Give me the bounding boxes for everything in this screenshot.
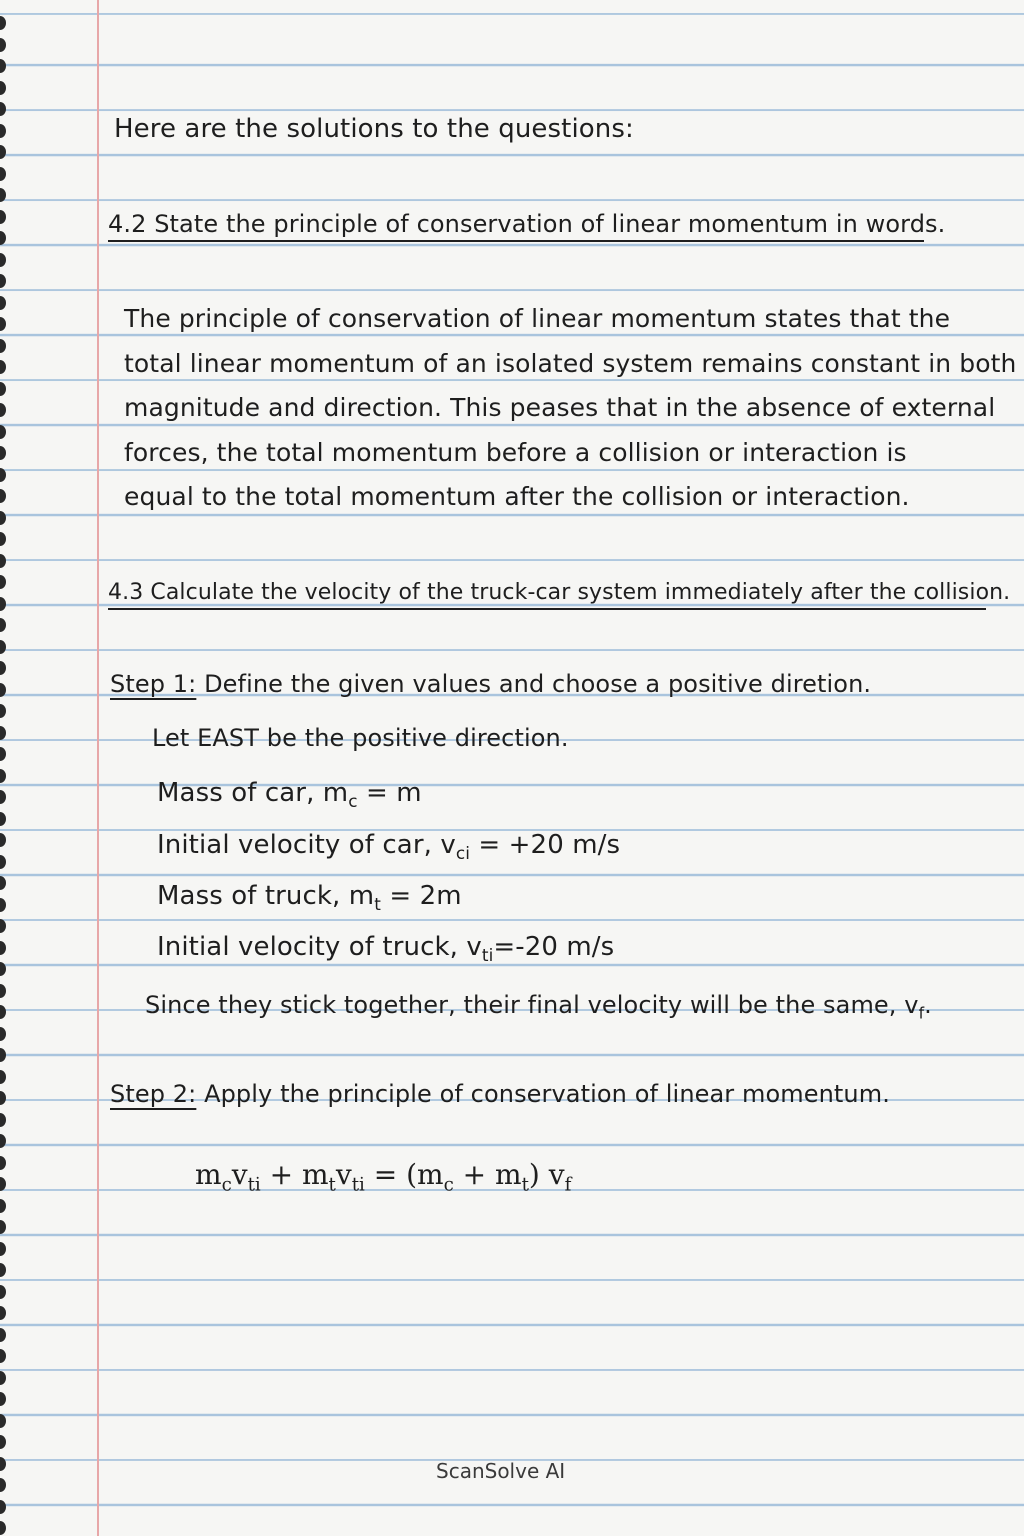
binding-hole	[0, 769, 6, 783]
binding-hole	[0, 1392, 6, 1406]
step-2-label: Step 2:	[110, 1080, 197, 1108]
binding-hole	[0, 188, 6, 202]
binding-hole	[0, 876, 6, 890]
binding-hole	[0, 833, 6, 847]
binding-hole	[0, 38, 6, 52]
momentum-equation: $m_cv_{ti} + m_tv_{ti} = (m_c + m_t)$ $v_f$	[195, 1158, 572, 1196]
binding-hole	[0, 1263, 6, 1277]
binding-hole	[0, 425, 6, 439]
binding-hole	[0, 231, 6, 245]
answer-line: total linear momentum of an isolated system remains constant in both	[124, 349, 1017, 378]
binding-hole	[0, 554, 6, 568]
step-1-text: Define the given values and choose a positive diretion.	[204, 670, 872, 698]
step-1-line	[110, 670, 871, 698]
binding-hole	[0, 382, 6, 396]
spiral-binding	[0, 0, 12, 1536]
binding-hole	[0, 1113, 6, 1127]
mass-of-car: Mass of car, $m_c = m$	[157, 778, 422, 811]
binding-hole	[0, 1521, 6, 1535]
binding-hole	[0, 597, 6, 611]
binding-hole	[0, 274, 6, 288]
initial-velocity-of-car: Initial velocity of car, $v_{ci} = +20$ m/s	[157, 830, 621, 863]
initial-velocity-of-truck: Initial velocity of truck, $v_{ti}=-20$ m/s	[157, 932, 615, 965]
binding-hole	[0, 1199, 6, 1213]
footer-brand: ScanSolve AI	[436, 1459, 566, 1483]
binding-hole	[0, 1242, 6, 1256]
binding-hole	[0, 145, 6, 159]
binding-hole	[0, 1220, 6, 1234]
binding-hole	[0, 640, 6, 654]
binding-hole	[0, 468, 6, 482]
binding-hole	[0, 1371, 6, 1385]
mass-of-truck: Mass of truck, $m_t = 2m$	[157, 881, 462, 914]
binding-hole	[0, 1156, 6, 1170]
binding-hole	[0, 962, 6, 976]
binding-hole	[0, 1457, 6, 1471]
binding-hole	[0, 704, 6, 718]
binding-hole	[0, 1027, 6, 1041]
binding-hole	[0, 296, 6, 310]
binding-hole	[0, 1306, 6, 1320]
binding-hole	[0, 339, 6, 353]
question-4-3-title: 4.3 Calculate the velocity of the truck-car system immediately after the collision.	[108, 580, 1011, 605]
binding-hole	[0, 726, 6, 740]
binding-hole	[0, 1134, 6, 1148]
binding-hole	[0, 317, 6, 331]
binding-hole	[0, 1048, 6, 1062]
answer-line: magnitude and direction. This peases that in the absence of external	[124, 393, 996, 422]
binding-hole	[0, 1070, 6, 1084]
binding-hole	[0, 919, 6, 933]
binding-hole	[0, 489, 6, 503]
final-velocity-note: Since they stick together, their final velocity will be the same, $v_f$.	[145, 991, 932, 1023]
binding-hole	[0, 102, 6, 116]
binding-hole	[0, 1091, 6, 1105]
binding-hole	[0, 1177, 6, 1191]
binding-hole	[0, 984, 6, 998]
binding-hole	[0, 403, 6, 417]
binding-hole	[0, 1500, 6, 1514]
binding-hole	[0, 532, 6, 546]
binding-hole	[0, 1285, 6, 1299]
step-2-line	[110, 1080, 890, 1108]
binding-hole	[0, 360, 6, 374]
binding-hole	[0, 16, 6, 30]
question-4-2-title: 4.2 State the principle of conservation of linear momentum in words.	[108, 210, 946, 238]
binding-hole	[0, 1005, 6, 1019]
step-1-label: Step 1:	[110, 670, 197, 698]
binding-hole	[0, 1435, 6, 1449]
binding-hole	[0, 446, 6, 460]
margin-line	[97, 0, 99, 1536]
answer-line: forces, the total momentum before a collision or interaction is	[124, 438, 907, 467]
binding-hole	[0, 575, 6, 589]
binding-hole	[0, 683, 6, 697]
binding-hole	[0, 59, 6, 73]
question-4-3-underline	[108, 608, 986, 610]
binding-hole	[0, 941, 6, 955]
binding-hole	[0, 167, 6, 181]
binding-hole	[0, 812, 6, 826]
binding-hole	[0, 747, 6, 761]
binding-hole	[0, 1328, 6, 1342]
intro-text: Here are the solutions to the questions:	[114, 114, 634, 144]
binding-hole	[0, 855, 6, 869]
binding-hole	[0, 661, 6, 675]
binding-hole	[0, 1349, 6, 1363]
answer-line: equal to the total momentum after the collision or interaction.	[124, 482, 910, 511]
binding-hole	[0, 790, 6, 804]
step-2-text: Apply the principle of conservation of linear momentum.	[204, 1080, 890, 1108]
binding-hole	[0, 124, 6, 138]
question-4-2-underline	[108, 240, 924, 242]
binding-hole	[0, 81, 6, 95]
positive-direction: Let EAST be the positive direction.	[152, 724, 569, 752]
binding-hole	[0, 511, 6, 525]
binding-hole	[0, 253, 6, 267]
binding-hole	[0, 1414, 6, 1428]
binding-hole	[0, 210, 6, 224]
binding-hole	[0, 898, 6, 912]
binding-hole	[0, 618, 6, 632]
answer-line: The principle of conservation of linear momentum states that the	[124, 304, 951, 333]
binding-hole	[0, 1478, 6, 1492]
